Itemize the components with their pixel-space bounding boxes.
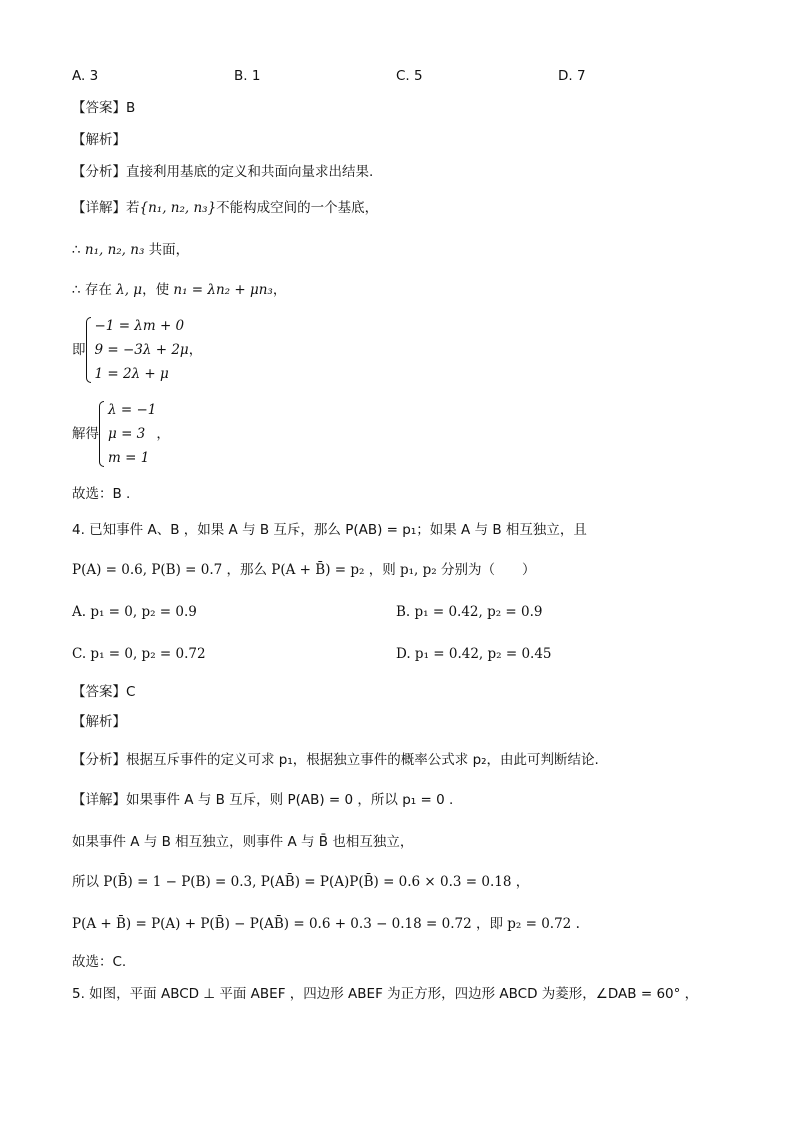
detail-tag: 【详解】 bbox=[72, 200, 126, 216]
fenxi-tag: 【分析】 bbox=[72, 164, 126, 180]
system-row: 9 = −3λ + 2μ bbox=[94, 342, 189, 358]
q4-conclusion: 故选：C. bbox=[72, 954, 127, 970]
q3-choice-d: D. 7 bbox=[558, 68, 586, 84]
detail-text: 不能构成空间的一个基底， bbox=[216, 200, 379, 216]
answer-tag: 【答案】 bbox=[72, 100, 126, 116]
detail-text: 如果事件 A 与 B 互斥，则 P(AB) = 0 ，所以 p₁ = 0 . bbox=[126, 792, 454, 808]
vectors: n₁, n₂, n₃ bbox=[84, 242, 145, 258]
q4-choice-c: C. p₁ = 0, p₂ = 0.72 bbox=[72, 646, 206, 662]
system-row: μ = 3 bbox=[108, 426, 146, 442]
equation-system-1 bbox=[72, 314, 202, 386]
answer-tag: 【答案】 bbox=[72, 684, 126, 700]
q4-detail-line-2: 如果事件 A 与 B 相互独立，则事件 A 与 B̄ 也相互独立， bbox=[72, 834, 414, 850]
q3-choice-c: C. 5 bbox=[396, 68, 423, 84]
fenxi-tag: 【分析】 bbox=[72, 752, 126, 768]
q3-analysis-tag: 【解析】 bbox=[72, 132, 126, 148]
q4-choice-d: D. p₁ = 0.42, p₂ = 0.45 bbox=[396, 646, 552, 662]
detail-text: ， bbox=[272, 282, 287, 298]
detail-text: 若 bbox=[126, 200, 140, 216]
q3-detail-line-3 bbox=[72, 280, 286, 300]
q3-conclusion: 故选：B . bbox=[72, 486, 131, 502]
vector-equation: n₁ = λn₂ + μn₃ bbox=[173, 282, 273, 298]
system-label: 解得 bbox=[72, 426, 99, 442]
q3-choice-b: B. 1 bbox=[234, 68, 261, 84]
detail-text: ，使 bbox=[142, 282, 174, 298]
q3-fenxi bbox=[72, 162, 373, 182]
detail-text: ∴ 存在 bbox=[72, 282, 117, 298]
answer-value: C bbox=[126, 684, 136, 700]
system-label: 即 bbox=[72, 342, 86, 358]
system-row: −1 = λm + 0 bbox=[94, 318, 185, 334]
detail-text: 共面， bbox=[144, 242, 190, 258]
system-rows bbox=[95, 314, 189, 386]
q4-detail-line-4: P(A + B̄) = P(A) + P(B̄) − P(AB̄) = 0.6 + 0.3 − 0.18 = 0.72 ，即 p₂ = 0.72 . bbox=[72, 916, 580, 932]
q3-detail-line-2 bbox=[72, 240, 189, 260]
system-row: m = 1 bbox=[108, 450, 150, 466]
answer-value: B bbox=[126, 100, 136, 116]
q3-detail-line-1 bbox=[72, 198, 378, 218]
equation-system-2 bbox=[72, 398, 170, 470]
therefore-text: ∴ bbox=[72, 242, 85, 258]
q5-stem: 5. 如图，平面 ABCD ⊥ 平面 ABEF ，四边形 ABEF 为正方形，四边形 ABCD 为菱形，∠DAB = 60° ， bbox=[72, 986, 699, 1002]
q4-answer bbox=[72, 682, 135, 702]
q4-fenxi bbox=[72, 750, 599, 770]
q3-answer bbox=[72, 98, 135, 118]
detail-tag: 【详解】 bbox=[72, 792, 126, 808]
q4-detail-line-3: 所以 P(B̄) = 1 − P(B) = 0.3, P(AB̄) = P(A)P(B̄) = 0.6 × 0.3 = 0.18 ， bbox=[72, 874, 530, 890]
q4-stem-line-1: 4. 已知事件 A、B ，如果 A 与 B 互斥，那么 P(AB) = p₁；如果 A 与 B 相互独立，且 bbox=[72, 522, 587, 538]
vector-set: {n₁, n₂, n₃} bbox=[139, 200, 217, 216]
system-rows bbox=[108, 398, 156, 470]
system-row: 1 = 2λ + μ bbox=[94, 366, 169, 382]
q4-choice-a: A. p₁ = 0, p₂ = 0.9 bbox=[72, 604, 197, 620]
fenxi-text: 根据互斥事件的定义可求 p₁，根据独立事件的概率公式求 p₂，由此可判断结论. bbox=[126, 752, 599, 768]
system-tail: ， bbox=[156, 426, 170, 442]
q4-choice-b: B. p₁ = 0.42, p₂ = 0.9 bbox=[396, 604, 543, 620]
q4-analysis-tag: 【解析】 bbox=[72, 714, 126, 730]
brace-icon bbox=[86, 317, 91, 383]
q4-stem-line-2: P(A) = 0.6, P(B) = 0.7 ，那么 P(A + B̄) = p₂ ，则 p₁, p₂ 分别为（ ） bbox=[72, 562, 536, 578]
system-row: λ = −1 bbox=[108, 402, 157, 418]
fenxi-text: 直接利用基底的定义和共面向量求出结果. bbox=[126, 164, 374, 180]
q4-detail-line-1 bbox=[72, 790, 453, 810]
brace-icon bbox=[99, 401, 104, 467]
params: λ, μ bbox=[116, 282, 143, 298]
system-tail: ， bbox=[188, 342, 203, 358]
q3-choice-a: A. 3 bbox=[72, 68, 99, 84]
